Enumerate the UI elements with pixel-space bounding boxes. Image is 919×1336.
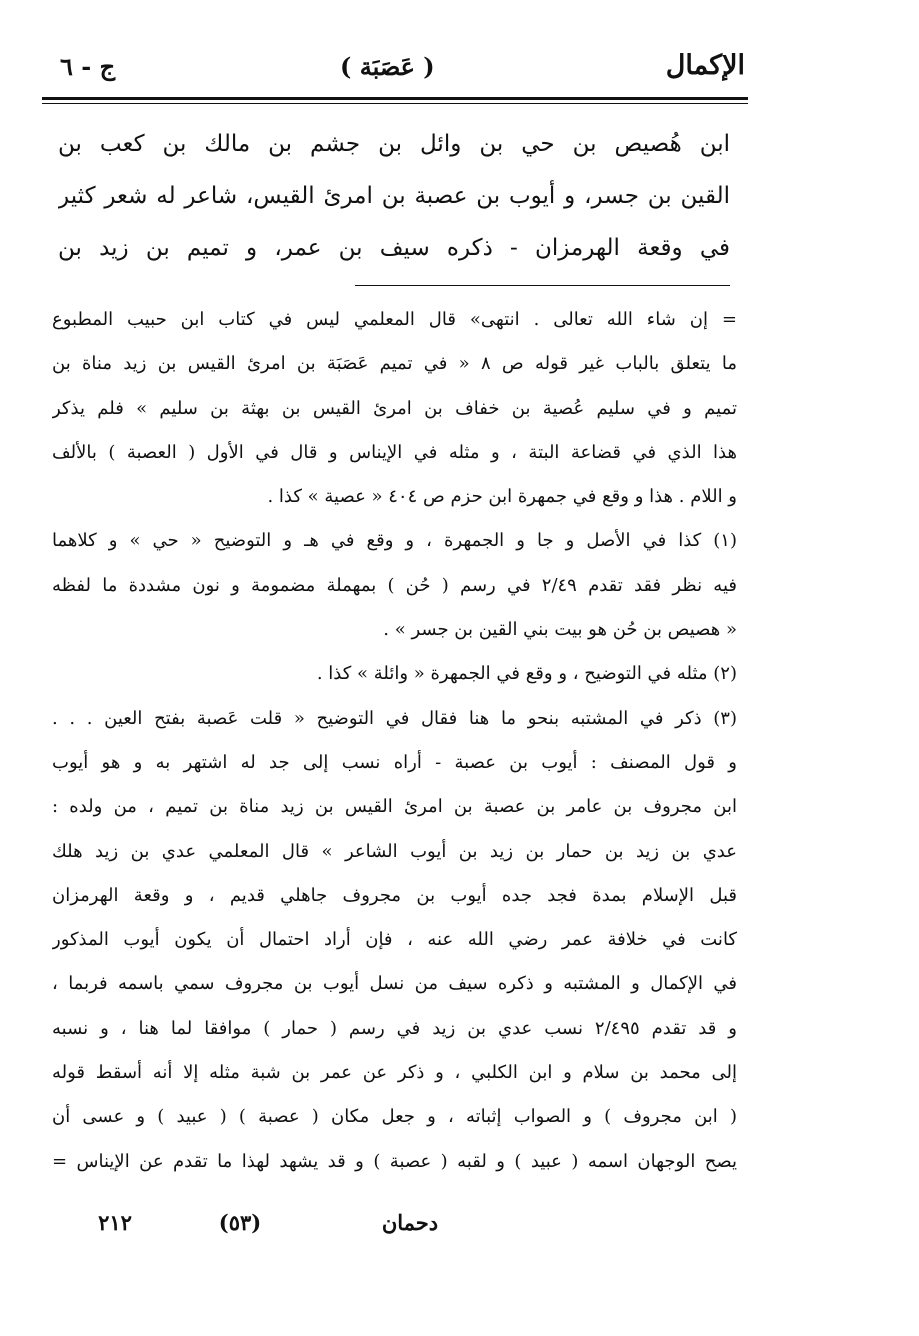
header-rule-thin — [42, 103, 748, 104]
note-line: « هصيص بن حُن هو بيت بني القين بن جسر » . — [383, 619, 737, 641]
main-line: القين بن جسر، و أيوب بن عصبة بن امرئ القيس، شاعر له شعر كثير — [58, 183, 730, 209]
note-line: قبل الإسلام بمدة فجد جده أيوب بن مجروف جاهلي قديم ، و وقعة الهرمزان — [52, 884, 737, 906]
volume-number: ج - ٦ — [60, 52, 116, 81]
note-line: هذا الذي في قضاعة البتة ، و مثله في الإيناس و قال في الأول ( العصبة ) بالألف — [52, 441, 737, 463]
note-line: ابن مجروف بن عامر بن عصبة بن امرئ القيس بن زيد مناة بن تميم ، من ولده : — [52, 796, 737, 818]
main-line: ابن هُصيص بن حي بن وائل بن جشم بن مالك بن كعب بن — [58, 131, 730, 157]
footnote-separator — [355, 285, 730, 286]
entry-title: ( عَصَبَة ) — [340, 52, 435, 81]
note-line: و قد تقدم ٢/٤٩٥ نسب عدي بن زيد في رسم ( حمار ) موافقا لما هنا ، و نسبه — [52, 1017, 737, 1039]
note-line: يصح الوجهان اسمه ( عبيد ) و لقبه ( عصبة ) و قد يشهد لهذا ما تقدم عن الإيناس = — [52, 1150, 737, 1172]
main-line: في وقعة الهرمزان - ذكره سيف بن عمر، و تميم بن زيد بن — [58, 235, 730, 261]
note-line: = إن شاء الله تعالى . انتهى» قال المعلمي ليس في كتاب ابن حبيب المطبوع — [52, 309, 737, 330]
note-line: (٢) مثله في التوضيح ، و وقع في الجمهرة « وائلة » كذا . — [316, 663, 737, 685]
page-footer — [60, 1210, 460, 1250]
footnotes — [52, 298, 737, 1184]
note-line: في الإكمال و المشتبه و ذكره سيف من نسل أيوب بن مجروف سمي باسمه فربما ، — [52, 973, 737, 995]
note-line: (١) كذا في الأصل و جا و الجمهرة ، و وقع في هـ و التوضيح « حي » و كلاهما — [52, 530, 737, 552]
note-line: تميم و في سليم عُصية بن خفاف بن امرئ القيس بن بهثة بن سليم » فلم يذكر — [52, 397, 737, 419]
folio-number: (٥٣) — [218, 1210, 262, 1235]
main-text — [58, 118, 730, 274]
book-title: الإكمال — [665, 50, 745, 81]
page-header — [50, 50, 745, 94]
note-line: إلى محمد بن سلام و ابن الكلبي ، و ذكر عن عمر بن شبة مثله إلا أنه أسقط قوله — [52, 1062, 737, 1084]
note-line: ما يتعلق بالباب غير قوله ص ٨ « في تميم عَصَبَة بن امرئ القيس بن زيد مناة بن — [52, 353, 737, 375]
header-rule-thick — [42, 97, 748, 100]
note-line: كانت في خلافة عمر رضي الله عنه ، فإن أراد احتمال أن يكون أيوب المذكور — [52, 929, 737, 951]
note-line: فيه نظر فقد تقدم ٢/٤٩ في رسم ( حُن ) بمهملة مضمومة و نون مشددة ما لفظه — [52, 574, 737, 596]
note-line: (٣) ذكر في المشتبه بنحو ما هنا فقال في التوضيح « قلت عَصبة بفتح العين . . . — [52, 707, 737, 729]
note-line: و اللام . هذا و وقع في جمهرة ابن حزم ص ٤٠٤ « عصية » كذا . — [267, 486, 737, 508]
note-line: ( ابن مجروف ) و الصواب إثباته ، و جعل مكان ( عصبة ) ( عبيد ) و عسى أن — [52, 1106, 737, 1128]
signature-mark: دحمان — [381, 1210, 439, 1235]
note-line: و قول المصنف : أيوب بن عصبة - أراه نسب إلى جد له اشتهر به و هو أيوب — [52, 751, 737, 773]
note-line: عدي بن زيد بن حمار بن زيد بن أيوب الشاعر » قال المعلمي عدي بن زيد هلك — [52, 840, 737, 862]
page-number: ٢١٢ — [98, 1210, 132, 1235]
